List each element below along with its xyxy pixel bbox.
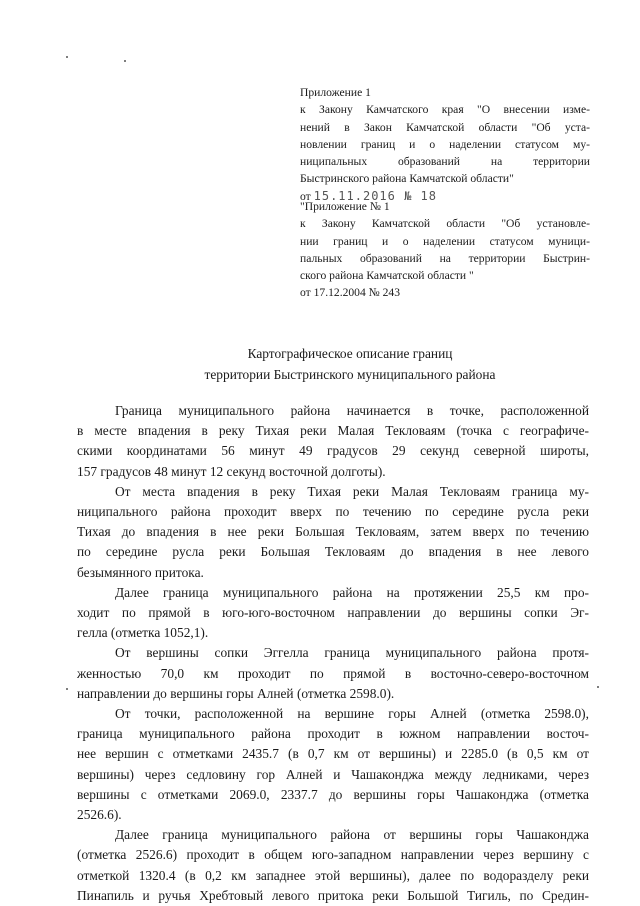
body-line: От места впадения в реку Тихая реки Малая Текловаям граница му- bbox=[115, 483, 589, 499]
body-line: направлении до вершины горы Алней (отметка 2598.0). bbox=[77, 685, 395, 701]
body-line: нее вершин с отметками 2435.7 (в 0,7 км от вершины) и 2285.0 (в 0,5 км от bbox=[77, 746, 589, 762]
title-line-1: Картографическое описание границ bbox=[247, 346, 453, 361]
appendix-1-line: ниципальных образований на территории bbox=[300, 155, 590, 169]
scan-speck bbox=[66, 688, 68, 690]
body-line: скими координатами 56 минут 49 градусов 29 секунд северной широты, bbox=[77, 443, 589, 459]
title-line-2: территории Быстринского муниципального района bbox=[204, 367, 496, 382]
appendix-2-header bbox=[300, 198, 590, 302]
appendix-2-line: ского района Камчатской области " bbox=[300, 269, 474, 283]
body-line: Тихая до впадения в нее реки Большая Текловаям, затем вверх по течению bbox=[77, 524, 589, 540]
scan-speck bbox=[66, 56, 68, 58]
body-line: вершины) через седловину гор Алней и Чашаконджа между ледниками, через bbox=[77, 766, 589, 782]
body-line: гелла (отметка 1052,1). bbox=[77, 625, 209, 641]
body-line: отметкой 1320.4 (в 0,2 км западнее этой вершины), далее по водоразделу реки bbox=[77, 867, 589, 883]
scan-speck bbox=[597, 686, 599, 688]
body-line: 2526.6). bbox=[77, 807, 122, 823]
body-line: Далее граница муниципального района от вершины горы Чашаконджа bbox=[115, 827, 589, 843]
appendix-1-line: к Закону Камчатского края "О внесении изме- bbox=[300, 103, 590, 117]
body-line: Далее граница муниципального района на протяжении 25,5 км про- bbox=[115, 584, 589, 600]
appendix-1-line: нений в Закон Камчатской области "Об уста- bbox=[300, 120, 590, 134]
body-line: От точки, расположенной на вершине горы Алней (отметка 2598.0), bbox=[115, 706, 589, 722]
appendix-2-line: нии границ и о наделении статусом муници- bbox=[300, 234, 590, 248]
appendix-1-line: Приложение 1 bbox=[300, 86, 371, 99]
body-line: женностью 70,0 км проходит по прямой в восточно-северо-восточном bbox=[77, 665, 589, 681]
date-stamp: 15.11.2016 № 18 bbox=[313, 188, 437, 203]
body-line: граница муниципального района проходит в южном направлении восточ- bbox=[77, 726, 589, 742]
body-line: вершины с отметками 2069.0, 2337.7 до вершины горы Чашаконджа (отметка bbox=[77, 786, 589, 802]
body-line: (отметка 2526.6) проходит в общем юго-западном направлении через вершину с bbox=[77, 847, 589, 863]
body-line: в месте впадения в реку Тихая реки Малая Текловаям (точка с географиче- bbox=[77, 423, 589, 439]
body-line: 157 градусов 48 минут 12 секунд восточной долготы). bbox=[77, 463, 386, 479]
body-line: Граница муниципального района начинается в точке, расположенной bbox=[115, 403, 589, 418]
appendix-1-line: новлении границ и о наделении статусом му- bbox=[300, 137, 590, 151]
appendix-2-line: к Закону Камчатской области "Об установле- bbox=[300, 217, 590, 231]
body-line: безымянного притока. bbox=[77, 564, 204, 580]
body-text bbox=[77, 401, 589, 906]
appendix-2-line: от 17.12.2004 № 243 bbox=[300, 286, 401, 300]
date-prefix: от bbox=[300, 189, 311, 203]
appendix-2-line: пальных образований на территории Быстрин- bbox=[300, 251, 590, 265]
body-line: ходит по прямой в юго-юго-восточном направлении до вершины сопки Эг- bbox=[77, 605, 589, 621]
body-line: по середине русла реки Большая Текловаям до впадения в нее левого bbox=[77, 544, 589, 560]
document-title bbox=[60, 343, 640, 385]
scan-speck bbox=[124, 60, 126, 62]
body-line: Пинапиль и ручья Хребтовый левого притока реки Большой Тигиль, по Средин- bbox=[77, 887, 589, 903]
body-line: ниципального района проходит вверх по течению по середине русла реки bbox=[77, 504, 589, 520]
appendix-1-line: Быстринского района Камчатской области" bbox=[300, 172, 514, 186]
appendix-1-header bbox=[300, 84, 590, 205]
body-line: От вершины сопки Эггелла граница муниципального района протя- bbox=[115, 645, 589, 661]
appendix-2-line: "Приложение № 1 bbox=[300, 200, 390, 213]
